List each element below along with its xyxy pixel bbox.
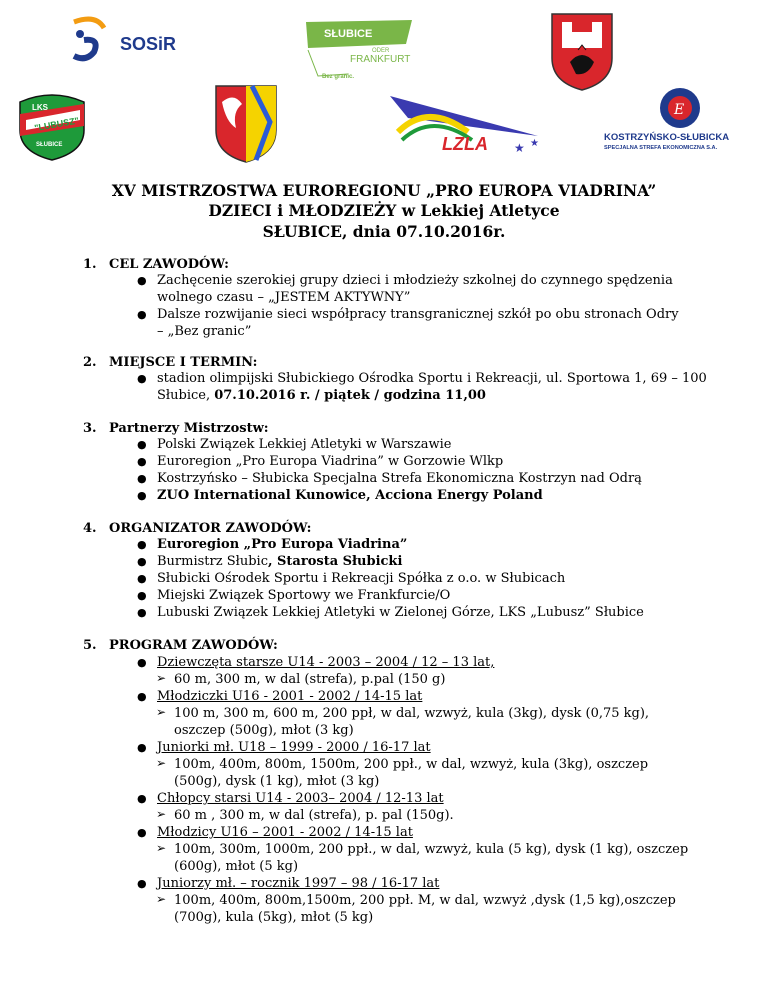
list-item: wolnego czasu – „JESTEM AKTYWNY” [157,290,411,305]
svg-text:★: ★ [514,141,525,155]
list-item: Euroregion „Pro Europa Viadrina” [157,537,408,552]
lzla-logo [388,92,554,158]
list-item: Miejski Związek Sportowy we Frankfurcie/O [157,588,451,603]
svg-text:FRANKFURT: FRANKFURT [350,54,411,65]
bullet: ● [137,741,147,754]
bullet: ● [137,308,147,321]
list-item: – „Bez granic” [157,324,252,339]
bullet: ● [137,372,147,385]
event-list: oszczep (500g), młot (3 kg) [174,723,354,738]
bullet: ● [137,555,147,568]
arrow-bullet-icon: ➢ [156,705,167,719]
arrow-bullet-icon: ➢ [156,841,167,855]
list-item: Burmistrz Słubic, Starosta Słubicki [157,554,403,569]
section-heading: 3. Partnerzy Mistrzostw: [83,421,269,436]
bullet: ● [137,589,147,602]
bullet: ● [137,472,147,485]
event-list: (600g), młot (5 kg) [174,859,299,874]
category-heading: Juniorki mł. U18 – 1999 - 2000 / 16-17 lat [157,740,431,755]
event-list: 100m, 400m, 800m, 1500m, 200 ppł., w dal, wzwyż, kula (3kg), oszczep [174,757,649,772]
section-heading: 4. ORGANIZATOR ZAWODÓW: [83,521,312,536]
category-heading: Juniorzy mł. – rocznik 1997 – 98 / 16-17 lat [157,876,440,891]
svg-text:★: ★ [530,138,539,149]
event-list: (500g), dysk (1 kg), młot (3 kg) [174,774,380,789]
arrow-bullet-icon: ➢ [156,892,167,906]
event-list: 60 m , 300 m, w dal (strefa), p. pal (150g). [174,808,454,823]
bullet: ● [137,438,147,451]
lubuskie-coat-of-arms-logo [212,82,280,164]
bullet: ● [137,792,147,805]
list-item: Polski Związek Lekkiej Atletyki w Warszawie [157,437,452,452]
bullet: ● [137,656,147,669]
arrow-bullet-icon: ➢ [156,671,167,685]
list-item: Słubice, 07.10.2016 r. / piątek / godzina 11,00 [157,388,486,403]
bullet: ● [137,572,147,585]
arrow-bullet-icon: ➢ [156,807,167,821]
event-list: 100 m, 300 m, 600 m, 200 ppł, w dal, wzwyż, kula (3kg), dysk (0,75 kg), [174,706,650,721]
slubice-coat-of-arms-logo [548,10,616,92]
bullet: ● [137,606,147,619]
document-title: XV MISTRZOSTWA EUROREGIONU „PRO EUROPA VIADRINA” [111,181,657,200]
sosir-logo-text: SOSiR [120,34,177,54]
document-subtitle: DZIECI i MŁODZIEŻY w Lekkiej Atletyce [208,201,560,220]
section-heading: 5. PROGRAM ZAWODÓW: [83,638,278,653]
document-date: SŁUBICE, dnia 07.10.2016r. [262,222,506,241]
category-heading: Młodziczki U16 - 2001 - 2002 / 14-15 lat [157,689,423,704]
list-item: Euroregion „Pro Europa Viadrina” w Gorzowie Wlkp [157,454,504,469]
lks-lubusz-logo [14,90,90,162]
list-item: Zachęcenie szerokiej grupy dzieci i młodzieży szkolnej do czynnego spędzenia [157,273,673,288]
svg-text:SPECJALNA STREFA EKONOMICZNA S: SPECJALNA STREFA EKONOMICZNA S.A. [604,145,718,151]
bullet: ● [137,826,147,839]
section-heading: 1. CEL ZAWODÓW: [83,257,229,272]
svg-text:Bez granic.: Bez granic. [322,74,355,80]
svg-text:"LUBUSZ": "LUBUSZ" [33,115,80,134]
kssse-logo [598,86,762,152]
bullet: ● [137,538,147,551]
list-item: Dalsze rozwijanie sieci współpracy transgranicznej szkół po obu stronach Odry [157,307,679,322]
lzla-logo-text: LZLA [442,134,488,154]
svg-text:SŁUBICE: SŁUBICE [36,142,63,148]
slubice-frankfurt-logo [302,18,420,82]
svg-text:ODER: ODER [372,48,390,54]
arrow-bullet-icon: ➢ [156,756,167,770]
section-heading: 2. MIEJSCE I TERMIN: [83,355,258,370]
event-list: (700g), kula (5kg), młot (5 kg) [174,910,374,925]
event-list: 60 m, 300 m, w dal (strefa), p.pal (150 g) [174,672,446,687]
bullet: ● [137,877,147,890]
list-item: stadion olimpijski Słubickiego Ośrodka Sportu i Rekreacji, ul. Sportowa 1, 69 – 100 [157,371,707,386]
list-item: Słubicki Ośrodek Sportu i Rekreacji Spółka z o.o. w Słubicach [157,571,566,586]
svg-text:KOSTRZYŃSKO-SŁUBICKA: KOSTRZYŃSKO-SŁUBICKA [604,132,730,143]
svg-text:E: E [674,102,685,118]
svg-text:SŁUBICE: SŁUBICE [324,28,373,40]
category-heading: Chłopcy starsi U14 - 2003– 2004 / 12-13 lat [157,791,444,806]
category-heading: Dziewczęta starsze U14 - 2003 – 2004 / 12 – 13 lat, [157,655,495,670]
bullet: ● [137,489,147,502]
list-item: Kostrzyńsko – Słubicka Specjalna Strefa Ekonomiczna Kostrzyn nad Odrą [157,471,642,486]
bullet: ● [137,455,147,468]
event-list: 100m, 400m, 800m,1500m, 200 ppł. M, w dal, wzwyż ,dysk (1,5 kg),oszczep [174,893,676,908]
svg-text:LKS: LKS [32,103,48,112]
category-heading: Młodzicy U16 – 2001 - 2002 / 14-15 lat [157,825,413,840]
bullet: ● [137,690,147,703]
list-item: Lubuski Związek Lekkiej Atletyki w Zielonej Górze, LKS „Lubusz” Słubice [157,605,644,620]
bullet: ● [137,274,147,287]
sosir-logo [66,14,206,66]
event-list: 100m, 300m, 1000m, 200 ppł., w dal, wzwyż, kula (5 kg), dysk (1 kg), oszczep [174,842,689,857]
list-item: ZUO International Kunowice, Acciona Energy Poland [157,488,543,503]
